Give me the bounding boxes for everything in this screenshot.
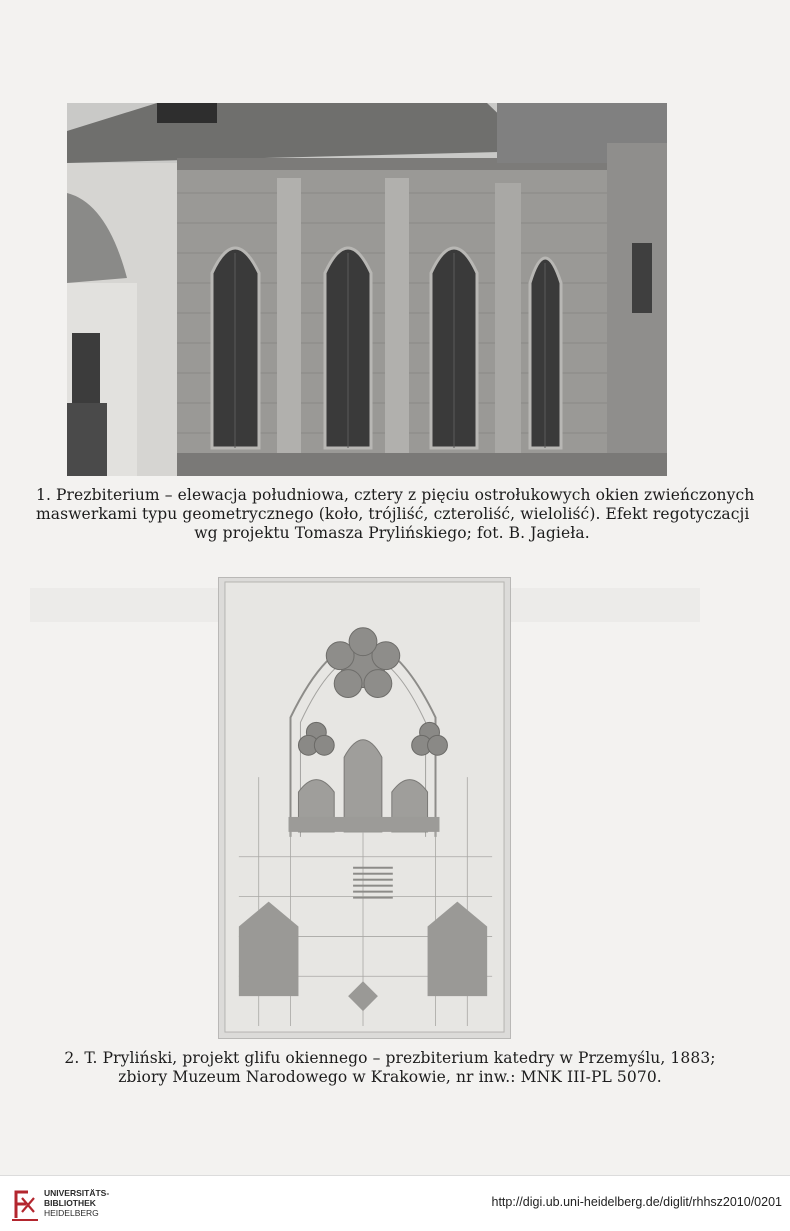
university-library-name: [44, 1188, 109, 1218]
footer-bar: [0, 1175, 790, 1231]
figure-2-drawing: [218, 577, 511, 1039]
figure-1-caption-line: wg projektu Tomasza Prylińskiego; fot. B. Jagieła.: [194, 524, 590, 542]
figure-1-caption-line: maswerkami typu geometrycznego (koło, trójliść, czteroliść, wieloliść). Efekt regotyczacji: [36, 505, 750, 523]
permalink-url[interactable]: http://digi.ub.uni-heidelberg.de/diglit/rhhsz2010/0201: [491, 1195, 782, 1209]
figure-1-caption-line: 1. Prezbiterium – elewacja południowa, cztery z pięciu ostrołukowych okien zwieńczonych: [36, 486, 755, 504]
figure-2-caption-line: zbiory Muzeum Narodowego w Krakowie, nr inw.: MNK III-PL 5070.: [118, 1068, 662, 1086]
figure-2-caption: [60, 1049, 720, 1087]
figure-1-caption: [36, 486, 755, 543]
university-library-logo-icon[interactable]: [8, 1184, 48, 1224]
logo-line: UNIVERSITÄTS-: [44, 1188, 110, 1198]
logo-line: HEIDELBERG: [44, 1208, 99, 1218]
figure-2-caption-line: 2. T. Pryliński, projekt glifu okiennego – prezbiterium katedry w Przemyślu, 1883;: [64, 1049, 716, 1067]
logo-line: BIBLIOTHEK: [44, 1198, 96, 1208]
figure-1-photo: [67, 103, 667, 476]
